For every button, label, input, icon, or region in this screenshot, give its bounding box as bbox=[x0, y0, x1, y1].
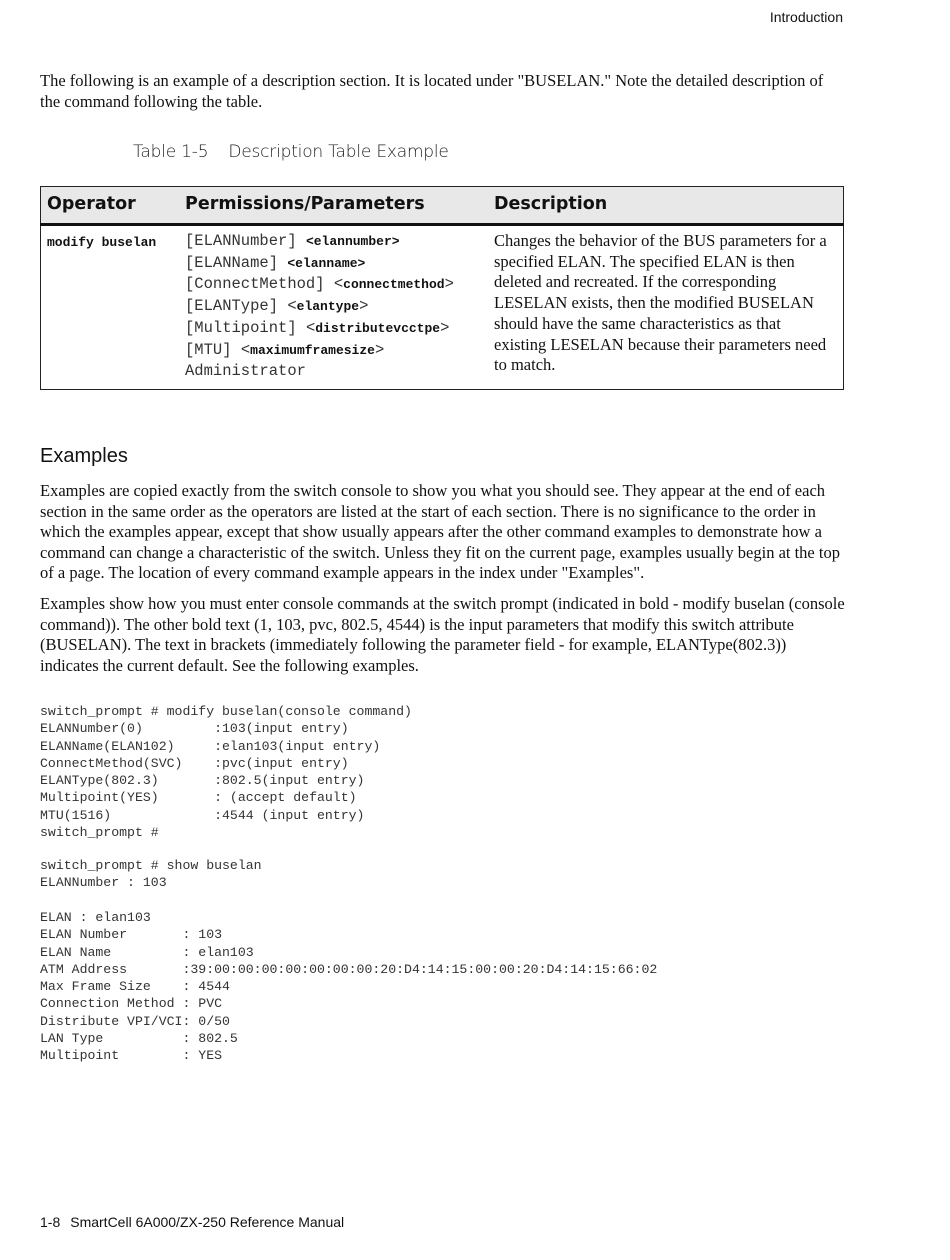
intro-paragraph: The following is an example of a description section. It is located under "BUSELAN." Note the detailed description of the command following the table. bbox=[40, 71, 824, 111]
description-cell: Changes the behavior of the BUS parameters for a specified ELAN. The specified ELAN is then deleted and recreated. If the corresponding LESELAN exists, then the modified BUSELAN should have the same characteristics as that existing LESELAN because their parameters need to match. bbox=[494, 231, 827, 375]
page-number: 1-8 bbox=[40, 1214, 61, 1230]
param-elantype: [ELANType] <elantype> bbox=[185, 297, 369, 316]
operator-cell: modify buselan bbox=[47, 235, 157, 250]
running-header: Introduction bbox=[769, 9, 843, 25]
examples-paragraph-1: Examples are copied exactly from the switch console to show you what you should see. They appear at the end of each section in the same order as the operators are listed at the start of each section. There is no significance to the order in which the examples appear, except that show usually appears after the other command examples to demonstrate how a command can change a characteristic of the switch. Unless they fit on the current page, examples usually begin at the top of a page. The location of every command example appears in the index under "Examples". bbox=[40, 481, 840, 583]
param-elannumber: [ELANNumber] <elannumber> bbox=[185, 232, 400, 250]
table-row bbox=[41, 225, 844, 390]
code-example-modify: switch_prompt # modify buselan(console command) ELANNumber(0) :103(input entry) ELANName(ELAN102) :elan103(input entry) ConnectMethod(SVC) :pvc(input entry) ELANType(802.3) :802.5(input entry) Multipoint(YES) : (accept default) MTU(1516) :4544 (input entry) switch_prompt # bbox=[40, 704, 412, 840]
page-footer bbox=[40, 1214, 344, 1230]
column-header-operator: Operator bbox=[41, 187, 180, 225]
table-caption bbox=[133, 142, 449, 162]
description-table bbox=[40, 186, 844, 390]
table-caption-number: Table 1-5 bbox=[133, 142, 209, 162]
permission-level: Administrator bbox=[185, 362, 306, 381]
manual-title: SmartCell 6A000/ZX-250 Reference Manual bbox=[70, 1214, 345, 1230]
parameters-cell bbox=[179, 225, 488, 390]
table-header-row bbox=[41, 187, 844, 225]
examples-paragraph-2: Examples show how you must enter console commands at the switch prompt (indicated in bold - modify buselan (console command)). The other bold text (1, 103, pvc, 802.5, 4544) is the input parameters that modify this switch attribute (BUSELAN). The text in brackets (immediately following the parameter field - for example, ELANType(802.3)) indicates the current default. See the following examples. bbox=[40, 594, 845, 675]
code-example-output: ELAN : elan103 ELAN Number : 103 ELAN Name : elan103 ATM Address :39:00:00:00:00:00:00:00:20:D4:14:15:00:00:20:D4:14:15:66:02 Max Frame Size : 4544 Connection Method : PVC Distribute VPI/VCI: 0/50 LAN Type : 802.5 Multipoint : YES bbox=[40, 910, 658, 1063]
param-mtu: [MTU] <maximumframesize> bbox=[185, 340, 385, 359]
column-header-parameters: Permissions/Parameters bbox=[179, 187, 488, 225]
column-header-description: Description bbox=[488, 187, 844, 225]
param-multipoint: [Multipoint] <distributevcctpe> bbox=[185, 318, 450, 337]
code-example-show: switch_prompt # show buselan ELANNumber : 103 bbox=[40, 858, 262, 891]
examples-heading: Examples bbox=[40, 445, 128, 467]
param-elanname: [ELANName] <elanname> bbox=[185, 253, 366, 272]
param-connectmethod: [ConnectMethod] <connectmethod> bbox=[185, 275, 454, 294]
table-caption-title: Description Table Example bbox=[228, 142, 449, 162]
